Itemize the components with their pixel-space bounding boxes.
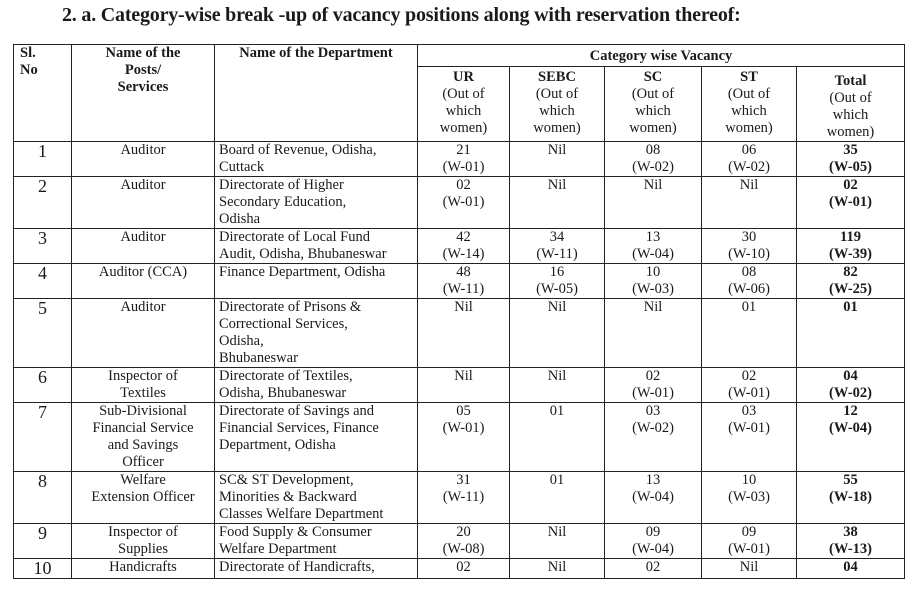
- cell-st-line: Nil: [739, 559, 759, 575]
- category-subtitle: women): [439, 120, 488, 136]
- cell-department: [215, 403, 418, 472]
- cell-total: [797, 264, 905, 299]
- cell-post-line: Auditor: [120, 142, 166, 158]
- header-post-line: Services: [117, 79, 169, 95]
- cell-sl-no: 4: [14, 264, 72, 299]
- category-subtitle: women): [629, 120, 677, 136]
- cell-sc-line: (W-02): [632, 420, 674, 436]
- cell-st: [702, 264, 797, 299]
- category-subtitle: (Out of: [829, 90, 872, 106]
- category-name: ST: [740, 69, 758, 85]
- cell-sc-line: (W-02): [632, 159, 674, 175]
- category-subtitle: which: [539, 103, 575, 119]
- cell-st-line: 01: [741, 299, 757, 315]
- cell-sc-line: (W-04): [632, 246, 674, 262]
- cell-total: [797, 524, 905, 559]
- cell-total-line: 02: [843, 177, 858, 193]
- cell-sl-no: 5: [14, 299, 72, 368]
- cell-ur-line: (W-11): [442, 281, 485, 297]
- cell-sebc: [510, 299, 605, 368]
- cell-ur-line: (W-08): [442, 541, 485, 557]
- cell-sc: [605, 368, 702, 403]
- table-row: [14, 177, 905, 229]
- cell-post-line: and Savings: [107, 437, 179, 453]
- cell-department-line: Cuttack: [219, 159, 265, 175]
- vacancy-table: [13, 44, 905, 579]
- cell-sebc-line: 01: [549, 472, 565, 488]
- cell-department: [215, 299, 418, 368]
- cell-department-line: Odisha, Bhubaneswar: [219, 385, 347, 401]
- cell-department: [215, 368, 418, 403]
- table-row: [14, 524, 905, 559]
- header-category-sebc: [510, 67, 605, 142]
- cell-department-line: Classes Welfare Department: [219, 506, 384, 522]
- cell-ur-line: (W-14): [442, 246, 485, 262]
- cell-sebc-line: 01: [549, 403, 565, 419]
- cell-sebc-line: Nil: [547, 524, 567, 540]
- category-subtitle: women): [533, 120, 581, 136]
- header-category-sc: [605, 67, 702, 142]
- category-subtitle: (Out of: [727, 86, 771, 102]
- table-row: [14, 403, 905, 472]
- cell-st: [702, 559, 797, 579]
- cell-st: [702, 177, 797, 229]
- cell-department-line: Directorate of Higher: [219, 177, 344, 193]
- cell-total-line: 55: [843, 472, 858, 488]
- cell-sc-line: Nil: [643, 177, 663, 193]
- cell-department-line: Finance Department, Odisha: [219, 264, 386, 280]
- category-subtitle: women): [725, 120, 773, 136]
- cell-ur-line: 02: [456, 177, 471, 193]
- cell-post-line: Officer: [122, 454, 164, 470]
- cell-total-line: 35: [843, 142, 858, 158]
- table-row: [14, 368, 905, 403]
- cell-ur: [418, 299, 510, 368]
- cell-sc: [605, 472, 702, 524]
- table-row: [14, 229, 905, 264]
- cell-st-line: (W-03): [728, 489, 770, 505]
- cell-department-line: Bhubaneswar: [219, 350, 298, 366]
- cell-department-line: Odisha: [219, 211, 261, 227]
- cell-sc: [605, 524, 702, 559]
- header-category-group: Category wise Vacancy: [418, 45, 905, 67]
- cell-post-line: Sub-Divisional: [99, 403, 187, 419]
- cell-ur-line: 02: [456, 559, 471, 575]
- cell-ur-line: Nil: [454, 368, 473, 384]
- cell-post-line: Auditor: [120, 177, 166, 193]
- cell-st-line: Nil: [739, 177, 759, 193]
- cell-sebc-line: Nil: [547, 368, 567, 384]
- cell-post: [72, 177, 215, 229]
- cell-sc-line: (W-04): [632, 489, 674, 505]
- category-subtitle: which: [635, 103, 671, 119]
- cell-department-line: Directorate of Prisons &: [219, 299, 362, 315]
- cell-department-line: Directorate of Textiles,: [219, 368, 353, 384]
- cell-total-line: 38: [843, 524, 858, 540]
- cell-post-line: Supplies: [118, 541, 168, 557]
- cell-st-line: (W-01): [728, 541, 770, 557]
- cell-post-line: Handicrafts: [109, 559, 177, 575]
- cell-post: [72, 299, 215, 368]
- cell-total-line: 01: [843, 299, 858, 315]
- cell-st-line: (W-01): [728, 420, 770, 436]
- cell-ur-line: 05: [456, 403, 471, 419]
- cell-st-line: (W-02): [728, 159, 770, 175]
- cell-post: [72, 559, 215, 579]
- cell-sc: [605, 299, 702, 368]
- cell-st-line: 08: [741, 264, 757, 280]
- cell-ur-line: Nil: [454, 299, 473, 315]
- cell-total: [797, 229, 905, 264]
- cell-department: [215, 229, 418, 264]
- cell-post-line: Auditor: [120, 229, 166, 245]
- cell-department-line: Welfare Department: [219, 541, 337, 557]
- cell-sebc-line: Nil: [547, 299, 567, 315]
- cell-sc-line: 13: [645, 229, 661, 245]
- cell-department: [215, 524, 418, 559]
- cell-total-line: (W-02): [829, 385, 872, 401]
- header-sl-line: Sl.: [20, 45, 36, 61]
- cell-department: [215, 177, 418, 229]
- cell-total-line: (W-25): [829, 281, 872, 297]
- cell-total: [797, 403, 905, 472]
- cell-sc: [605, 403, 702, 472]
- cell-sl-no: 9: [14, 524, 72, 559]
- cell-sc-line: 02: [645, 368, 661, 384]
- cell-department: [215, 472, 418, 524]
- cell-post: [72, 403, 215, 472]
- cell-ur: [418, 559, 510, 579]
- table-row: [14, 264, 905, 299]
- cell-ur: [418, 264, 510, 299]
- cell-ur: [418, 142, 510, 177]
- cell-sebc: [510, 472, 605, 524]
- cell-post-line: Extension Officer: [91, 489, 195, 505]
- cell-department-line: Board of Revenue, Odisha,: [219, 142, 377, 158]
- cell-total-line: 04: [843, 559, 858, 575]
- cell-department-line: Audit, Odisha, Bhubaneswar: [219, 246, 387, 262]
- cell-sebc-line: 34: [549, 229, 565, 245]
- cell-sl-no: 7: [14, 403, 72, 472]
- section-title: 2. a. Category-wise break -up of vacancy positions along with reservation thereof:: [62, 4, 741, 26]
- cell-ur-line: (W-01): [442, 420, 485, 436]
- category-subtitle: which: [731, 103, 767, 119]
- cell-sebc-line: Nil: [547, 559, 567, 575]
- cell-ur-line: 48: [456, 264, 471, 280]
- header-category-st: [702, 67, 797, 142]
- cell-sc: [605, 264, 702, 299]
- header-post-line: Posts/: [124, 62, 162, 78]
- cell-sl-no: 6: [14, 368, 72, 403]
- cell-sc: [605, 229, 702, 264]
- cell-total-line: (W-18): [829, 489, 872, 505]
- cell-st-line: 09: [741, 524, 757, 540]
- cell-department-line: Food Supply & Consumer: [219, 524, 372, 540]
- cell-sebc: [510, 142, 605, 177]
- cell-ur: [418, 472, 510, 524]
- cell-ur-line: (W-11): [442, 489, 485, 505]
- cell-sebc: [510, 229, 605, 264]
- cell-sebc-line: Nil: [547, 177, 567, 193]
- cell-ur: [418, 368, 510, 403]
- cell-sc: [605, 559, 702, 579]
- cell-post-line: Auditor: [120, 299, 166, 315]
- category-subtitle: women): [826, 124, 875, 140]
- cell-ur-line: 42: [456, 229, 471, 245]
- table-row: [14, 472, 905, 524]
- cell-sebc: [510, 403, 605, 472]
- category-subtitle: (Out of: [535, 86, 579, 102]
- cell-total-line: (W-04): [829, 420, 872, 436]
- header-sl-line: No: [20, 62, 38, 78]
- cell-ur: [418, 524, 510, 559]
- cell-sebc: [510, 524, 605, 559]
- cell-sc-line: 03: [645, 403, 661, 419]
- cell-post: [72, 142, 215, 177]
- cell-total: [797, 177, 905, 229]
- cell-post: [72, 264, 215, 299]
- cell-department-line: Correctional Services,: [219, 316, 348, 332]
- cell-post-line: Inspector of: [108, 368, 178, 384]
- header-post-name: [72, 45, 215, 142]
- cell-department-line: SC& ST Development,: [219, 472, 354, 488]
- cell-st-line: (W-10): [728, 246, 770, 262]
- cell-st: [702, 524, 797, 559]
- cell-total-line: 82: [843, 264, 858, 280]
- cell-total: [797, 142, 905, 177]
- cell-st-line: (W-06): [728, 281, 770, 297]
- header-category-ur: [418, 67, 510, 142]
- cell-sl-no: 3: [14, 229, 72, 264]
- category-name: SEBC: [538, 69, 576, 85]
- cell-post-line: Auditor (CCA): [98, 264, 188, 280]
- cell-ur-line: (W-01): [442, 159, 485, 175]
- cell-sl-no: 8: [14, 472, 72, 524]
- cell-total-line: (W-39): [829, 246, 872, 262]
- cell-sl-no: 1: [14, 142, 72, 177]
- cell-total-line: (W-05): [829, 159, 872, 175]
- cell-ur: [418, 403, 510, 472]
- table-row: [14, 559, 905, 579]
- table-row: [14, 142, 905, 177]
- cell-total-line: 12: [843, 403, 858, 419]
- cell-st: [702, 299, 797, 368]
- cell-ur-line: 20: [456, 524, 471, 540]
- category-name: UR: [453, 69, 474, 85]
- cell-ur: [418, 177, 510, 229]
- cell-post-line: Financial Service: [92, 420, 194, 436]
- cell-department-line: Minorities & Backward: [219, 489, 357, 505]
- cell-post: [72, 524, 215, 559]
- cell-department-line: Department, Odisha: [219, 437, 336, 453]
- cell-st-line: 02: [741, 368, 757, 384]
- cell-total-line: 119: [840, 229, 861, 245]
- cell-post: [72, 472, 215, 524]
- cell-department: [215, 142, 418, 177]
- cell-sc: [605, 177, 702, 229]
- cell-sl-no: 2: [14, 177, 72, 229]
- cell-sc-line: Nil: [643, 299, 663, 315]
- cell-sc-line: (W-03): [632, 281, 674, 297]
- cell-department-line: Odisha,: [219, 333, 264, 349]
- cell-department: [215, 264, 418, 299]
- cell-department-line: Directorate of Handicrafts,: [219, 559, 375, 575]
- category-subtitle: which: [832, 107, 869, 123]
- cell-sebc: [510, 368, 605, 403]
- cell-ur-line: 21: [456, 142, 471, 158]
- cell-sc-line: 09: [645, 524, 661, 540]
- cell-st-line: 10: [741, 472, 757, 488]
- category-name: SC: [643, 69, 663, 85]
- cell-post-line: Welfare: [120, 472, 166, 488]
- cell-sebc-line: (W-11): [536, 246, 578, 262]
- cell-post: [72, 368, 215, 403]
- cell-ur: [418, 229, 510, 264]
- cell-total-line: (W-01): [829, 194, 872, 210]
- cell-sebc-line: 16: [549, 264, 565, 280]
- cell-sebc: [510, 559, 605, 579]
- cell-sebc: [510, 264, 605, 299]
- cell-sc-line: (W-01): [632, 385, 674, 401]
- cell-post-line: Textiles: [120, 385, 166, 401]
- cell-sc-line: 08: [645, 142, 661, 158]
- header-sl-no: [14, 45, 72, 142]
- cell-st-line: (W-01): [728, 385, 770, 401]
- cell-st-line: 06: [741, 142, 757, 158]
- header-post-line: Name of the: [105, 45, 181, 61]
- cell-sc-line: 10: [645, 264, 661, 280]
- cell-total: [797, 472, 905, 524]
- header-department: Name of the Department: [215, 45, 418, 142]
- cell-st-line: 03: [741, 403, 757, 419]
- cell-sc-line: (W-04): [632, 541, 674, 557]
- cell-department-line: Secondary Education,: [219, 194, 347, 210]
- cell-total: [797, 368, 905, 403]
- cell-ur-line: 31: [456, 472, 471, 488]
- cell-st: [702, 229, 797, 264]
- cell-st-line: 30: [741, 229, 757, 245]
- cell-sc: [605, 142, 702, 177]
- table-row: [14, 299, 905, 368]
- cell-department-line: Financial Services, Finance: [219, 420, 379, 436]
- header-category-total: [797, 67, 905, 142]
- cell-department: [215, 559, 418, 579]
- cell-total: [797, 299, 905, 368]
- cell-sc-line: 13: [645, 472, 661, 488]
- cell-sebc: [510, 177, 605, 229]
- category-subtitle: which: [445, 103, 482, 119]
- cell-sc-line: 02: [645, 559, 661, 575]
- cell-total: [797, 559, 905, 579]
- cell-department-line: Directorate of Savings and: [219, 403, 375, 419]
- cell-sebc-line: (W-05): [536, 281, 578, 297]
- cell-total-line: (W-13): [829, 541, 872, 557]
- cell-total-line: 04: [843, 368, 858, 384]
- cell-st: [702, 403, 797, 472]
- cell-post-line: Inspector of: [108, 524, 178, 540]
- category-subtitle: (Out of: [442, 86, 485, 102]
- cell-st: [702, 142, 797, 177]
- cell-sl-no: 10: [14, 559, 72, 579]
- cell-post: [72, 229, 215, 264]
- cell-st: [702, 472, 797, 524]
- cell-department-line: Directorate of Local Fund: [219, 229, 370, 245]
- cell-st: [702, 368, 797, 403]
- cell-sebc-line: Nil: [547, 142, 567, 158]
- category-name: Total: [834, 73, 867, 89]
- cell-ur-line: (W-01): [442, 194, 485, 210]
- category-subtitle: (Out of: [631, 86, 675, 102]
